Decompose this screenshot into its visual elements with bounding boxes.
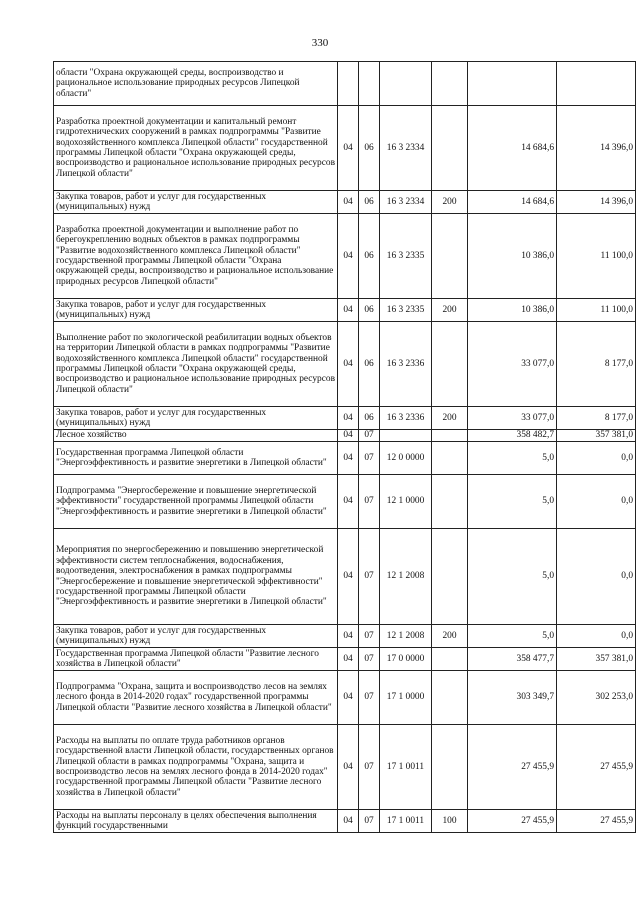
table-row [54,671,636,725]
table-row [54,648,636,671]
amount-year1-cell: 10 386,0 [468,299,557,322]
section-code-cell: 04 [338,191,359,214]
expense-type-cell [432,214,468,299]
subsection-code-cell: 07 [359,475,380,529]
section-code-cell: 04 [338,810,359,833]
amount-year1-cell: 27 455,9 [468,725,557,810]
expense-type-cell [432,648,468,671]
target-article-cell: 12 1 2008 [380,625,432,648]
target-article-cell: 16 3 2334 [380,106,432,191]
subsection-code-cell: 06 [359,214,380,299]
subsection-code-cell: 07 [359,625,380,648]
expense-type-cell: 200 [432,407,468,430]
amount-year1-cell: 5,0 [468,529,557,625]
expense-name-cell: Разработка проектной документации и выполнение работ по берегоукреплению водных объектов в рамках подпрограммы "Развитие водохозяйственного комплекса Липецкой области" государственной программы Липецкой области "Охрана окружающей среды, воспроизводство и рациональное использование природных ресурсов Липецкой области" [54,214,338,299]
section-code-cell: 04 [338,671,359,725]
amount-year1-cell: 358 477,7 [468,648,557,671]
table-row [54,442,636,475]
subsection-code-cell: 07 [359,529,380,625]
expense-type-cell [432,106,468,191]
amount-year1-cell: 5,0 [468,475,557,529]
expense-type-cell [432,442,468,475]
subsection-code-cell: 07 [359,671,380,725]
expense-type-cell: 200 [432,191,468,214]
expense-name-cell: Закупка товаров, работ и услуг для государственных (муниципальных) нужд [54,407,338,430]
subsection-code-cell: 07 [359,430,380,442]
amount-year1-cell: 303 349,7 [468,671,557,725]
table-row [54,475,636,529]
amount-year1-cell: 14 684,6 [468,191,557,214]
section-code-cell [338,62,359,106]
subsection-code-cell: 06 [359,106,380,191]
target-article-cell: 17 1 0000 [380,671,432,725]
section-code-cell: 04 [338,299,359,322]
amount-year2-cell: 11 100,0 [557,299,636,322]
table-row [54,810,636,833]
expense-name-cell: Расходы на выплаты персоналу в целях обеспечения выполнения функций государственными [54,810,338,833]
target-article-cell [380,62,432,106]
table-row [54,214,636,299]
section-code-cell: 04 [338,648,359,671]
amount-year2-cell: 27 455,9 [557,725,636,810]
expense-type-cell [432,671,468,725]
table-row [54,430,636,442]
target-article-cell: 12 0 0000 [380,442,432,475]
amount-year2-cell: 0,0 [557,475,636,529]
section-code-cell: 04 [338,725,359,810]
target-article-cell: 17 1 0011 [380,810,432,833]
subsection-code-cell: 06 [359,322,380,407]
amount-year2-cell: 0,0 [557,442,636,475]
amount-year2-cell: 27 455,9 [557,810,636,833]
table-row [54,725,636,810]
section-code-cell: 04 [338,322,359,407]
table-row [54,299,636,322]
subsection-code-cell: 07 [359,810,380,833]
expense-name-cell: Подпрограмма "Энергосбережение и повышение энергетической эффективности" государственной программы Липецкой области "Энергоэффективность и развитие энергетики в Липецкой области" [54,475,338,529]
amount-year2-cell: 357 381,0 [557,648,636,671]
section-code-cell: 04 [338,430,359,442]
expense-type-cell [432,475,468,529]
amount-year1-cell: 14 684,6 [468,106,557,191]
amount-year2-cell: 357 381,0 [557,430,636,442]
expense-name-cell: Расходы на выплаты по оплате труда работников органов государственной власти Липецкой области, государственных органов Липецкой области в рамках подпрограммы "Охрана, защита и воспроизводство лесов на землях лесного фонда в 2014-2020 годах" государственной программы Липецкой области "Развитие лесного хозяйства в Липецкой области" [54,725,338,810]
amount-year2-cell [557,62,636,106]
target-article-cell: 12 1 2008 [380,529,432,625]
subsection-code-cell: 07 [359,442,380,475]
amount-year1-cell [468,62,557,106]
budget-table [53,61,636,833]
section-code-cell: 04 [338,214,359,299]
target-article-cell [380,430,432,442]
amount-year1-cell: 5,0 [468,442,557,475]
target-article-cell: 16 3 2334 [380,191,432,214]
expense-type-cell [432,430,468,442]
target-article-cell: 16 3 2336 [380,407,432,430]
budget-table-body [54,62,636,833]
amount-year2-cell: 0,0 [557,529,636,625]
target-article-cell: 16 3 2335 [380,299,432,322]
amount-year1-cell: 5,0 [468,625,557,648]
expense-name-cell: Подпрограмма "Охрана, защита и воспроизводство лесов на землях лесного фонда в 2014-2020 годах" государственной программы Липецкой области "Развитие лесного хозяйства в Липецкой области" [54,671,338,725]
amount-year2-cell: 8 177,0 [557,407,636,430]
expense-type-cell [432,62,468,106]
subsection-code-cell: 06 [359,407,380,430]
subsection-code-cell: 07 [359,648,380,671]
amount-year2-cell: 11 100,0 [557,214,636,299]
table-row [54,529,636,625]
target-article-cell: 16 3 2336 [380,322,432,407]
expense-name-cell: Государственная программа Липецкой области "Развитие лесного хозяйства в Липецкой области" [54,648,338,671]
amount-year2-cell: 14 396,0 [557,191,636,214]
section-code-cell: 04 [338,442,359,475]
expense-name-cell: Мероприятия по энергосбережению и повышению энергетической эффективности систем теплоснабжения, водоснабжения, водоотведения, электроснабжения в рамках подпрограммы "Энергосбережение и повышение энергетической эффективности" государственной программы Липецкой области "Энергоэффективность и развитие энергетики в Липецкой области" [54,529,338,625]
amount-year1-cell: 27 455,9 [468,810,557,833]
target-article-cell: 16 3 2335 [380,214,432,299]
expense-type-cell: 200 [432,299,468,322]
expense-name-cell: области "Охрана окружающей среды, воспроизводство и рациональное использование природных ресурсов Липецкой области" [54,62,338,106]
table-row [54,407,636,430]
section-code-cell: 04 [338,106,359,191]
section-code-cell: 04 [338,625,359,648]
expense-type-cell [432,322,468,407]
amount-year1-cell: 10 386,0 [468,214,557,299]
section-code-cell: 04 [338,407,359,430]
expense-type-cell [432,725,468,810]
amount-year1-cell: 33 077,0 [468,322,557,407]
amount-year2-cell: 302 253,0 [557,671,636,725]
target-article-cell: 17 1 0011 [380,725,432,810]
expense-type-cell: 100 [432,810,468,833]
table-row [54,625,636,648]
expense-name-cell: Закупка товаров, работ и услуг для государственных (муниципальных) нужд [54,299,338,322]
subsection-code-cell: 06 [359,299,380,322]
subsection-code-cell: 06 [359,191,380,214]
table-row [54,106,636,191]
expense-type-cell: 200 [432,625,468,648]
expense-name-cell: Государственная программа Липецкой области "Энергоэффективность и развитие энергетики в Липецкой области" [54,442,338,475]
expense-name-cell: Закупка товаров, работ и услуг для государственных (муниципальных) нужд [54,191,338,214]
target-article-cell: 12 1 0000 [380,475,432,529]
section-code-cell: 04 [338,475,359,529]
amount-year2-cell: 0,0 [557,625,636,648]
expense-name-cell: Закупка товаров, работ и услуг для государственных (муниципальных) нужд [54,625,338,648]
amount-year1-cell: 358 482,7 [468,430,557,442]
target-article-cell: 17 0 0000 [380,648,432,671]
amount-year1-cell: 33 077,0 [468,407,557,430]
amount-year2-cell: 14 396,0 [557,106,636,191]
expense-type-cell [432,529,468,625]
table-row [54,322,636,407]
subsection-code-cell [359,62,380,106]
subsection-code-cell: 07 [359,725,380,810]
expense-name-cell: Разработка проектной документации и капитальный ремонт гидротехнических сооружений в рамках подпрограммы "Развитие водохозяйственного комплекса Липецкой области" государственной программы Липецкой области "Охрана окружающей среды, воспроизводство и рациональное использование природных ресурсов Липецкой области" [54,106,338,191]
expense-name-cell: Лесное хозяйство [54,430,338,442]
amount-year2-cell: 8 177,0 [557,322,636,407]
page-number: 330 [311,37,329,49]
expense-name-cell: Выполнение работ по экологической реабилитации водных объектов на территории Липецкой области в рамках подпрограммы "Развитие водохозяйственного комплекса Липецкой области" государственной программы Липецкой области "Охрана окружающей среды, воспроизводство и рациональное использование природных ресурсов Липецкой области" [54,322,338,407]
table-row [54,62,636,106]
table-row [54,191,636,214]
section-code-cell: 04 [338,529,359,625]
